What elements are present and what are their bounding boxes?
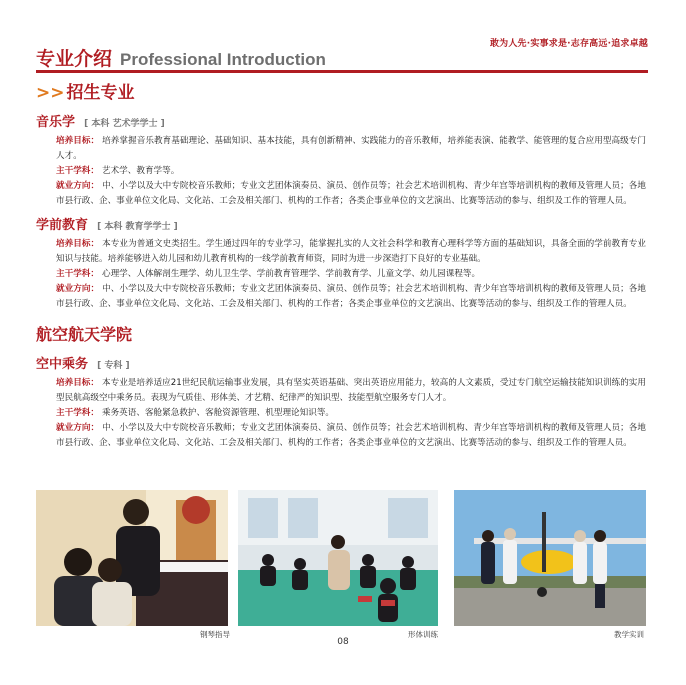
photo-dance-training [238, 490, 438, 626]
major-name: 音乐学 [36, 115, 76, 130]
career-label: 就业方向： [56, 284, 100, 294]
major-subjects [36, 267, 646, 282]
major-name: 空中乘务 [36, 357, 89, 372]
goal-text: 本专业是培养适应21世纪民航运输事业发展，具有坚实英语基础、突出英语应用能力，较高的人文素质，受过专门航空运输技能知识训练的实用型民航高级空中乘务员。表现为气质佳、形体美、才艺精、纪律严的知识型、技能型航空服务专门人才。 [56, 378, 646, 403]
photo-caption: 教学实训 [614, 630, 644, 639]
title-divider [36, 70, 648, 73]
major-heading-music [36, 111, 646, 134]
subjects-text: 艺术学、教育学等。 [101, 166, 180, 176]
goal-label: 培养目标： [56, 239, 100, 249]
major-subjects [36, 164, 646, 179]
career-text: 中、小学以及大中专院校音乐教师；专业文艺团体演奏员、演员、创作员等；社会艺术培训机构、青少年宫等培训机构的教师及管理人员；各地市县行政、企、事业单位文化局、文化站、工会及相关部门、机构的工作者；各类企事业单位的文艺演出、比赛等活动的参与、组织及工作的管理人员。 [56, 423, 646, 448]
major-subjects [36, 406, 646, 421]
subjects-text: 心理学、人体解剖生理学、幼儿卫生学、学前教育管理学、学前教育学、儿童文学、幼儿园课程等。 [101, 269, 481, 279]
subjects-label: 主干学科： [56, 269, 99, 279]
major-degree: [ 本科 教育学学士 ] [97, 222, 178, 232]
school-heading: 航空航天学院 [36, 325, 133, 344]
page-title [36, 44, 326, 71]
subjects-label: 主干学科： [56, 166, 99, 176]
major-goal [36, 134, 646, 164]
subjects-label: 主干学科： [56, 408, 99, 418]
major-career [36, 179, 646, 209]
photo-aircraft-practice [454, 490, 646, 626]
major-degree: [ 本科 艺术学学士 ] [84, 119, 165, 129]
major-heading-flight-attendant [36, 353, 646, 376]
section-title: 招生专业 [66, 83, 135, 103]
photo-caption: 形体训练 [408, 630, 438, 639]
section-heading [36, 80, 646, 106]
major-name: 学前教育 [36, 218, 89, 233]
major-goal [36, 237, 646, 267]
major-degree: [ 专科 ] [97, 361, 130, 371]
page-title-cn: 专业介绍 [36, 48, 113, 70]
career-label: 就业方向： [56, 181, 100, 191]
school-slogan: 敢为人先·实事求是·志存高远·追求卓越 [489, 39, 648, 49]
subjects-text: 乘务英语、客舱紧急救护、客舱资源管理、机型理论知识等。 [101, 408, 335, 418]
goal-text: 培养掌握音乐教育基础理论、基础知识、基本技能，具有创新精神、实践能力的音乐教师，培养能表演、能教学、能管理的复合应用型高级专门人才。 [56, 136, 646, 161]
photo-piano-lesson [36, 490, 228, 626]
career-text: 中、小学以及大中专院校音乐教师；专业文艺团体演奏员、演员、创作员等；社会艺术培训机构、青少年宫等培训机构的教师及管理人员；各地市县行政、企、事业单位文化局、文化站、工会及相关部门、机构的工作者；各类企事业单位的文艺演出、比赛等活动的参与、组织及工作的管理人员。 [56, 284, 646, 309]
double-chevron-icon: >> [36, 83, 65, 103]
major-heading-preschool [36, 214, 646, 237]
major-goal [36, 376, 646, 406]
page-title-en: Professional Introduction [120, 50, 326, 69]
goal-label: 培养目标： [56, 136, 100, 146]
page-number: 08 [337, 637, 349, 647]
major-career [36, 282, 646, 312]
career-label: 就业方向： [56, 423, 100, 433]
goal-label: 培养目标： [56, 378, 99, 388]
photo-caption: 钢琴指导 [200, 630, 230, 639]
goal-text: 本专业为普通文史类招生。学生通过四年的专业学习，能掌握扎实的人文社会科学和教育心理科学等方面的基础知识，具备全面的学前教育专业知识与技能。培养能够进入幼儿园和幼儿教育机构的一线学前教育师资，同时为进一步深造打下良好的专业基础。 [56, 239, 646, 264]
major-career [36, 421, 646, 451]
career-text: 中、小学以及大中专院校音乐教师；专业文艺团体演奏员、演员、创作员等；社会艺术培训机构、青少年宫等培训机构的教师及管理人员；各地市县行政、企、事业单位文化局、文化站、工会及相关部门、机构的工作者；各类企事业单位的文艺演出、比赛等活动的参与、组织及工作的管理人员。 [56, 181, 646, 206]
main-content [36, 80, 646, 451]
photo-strip [36, 490, 646, 639]
